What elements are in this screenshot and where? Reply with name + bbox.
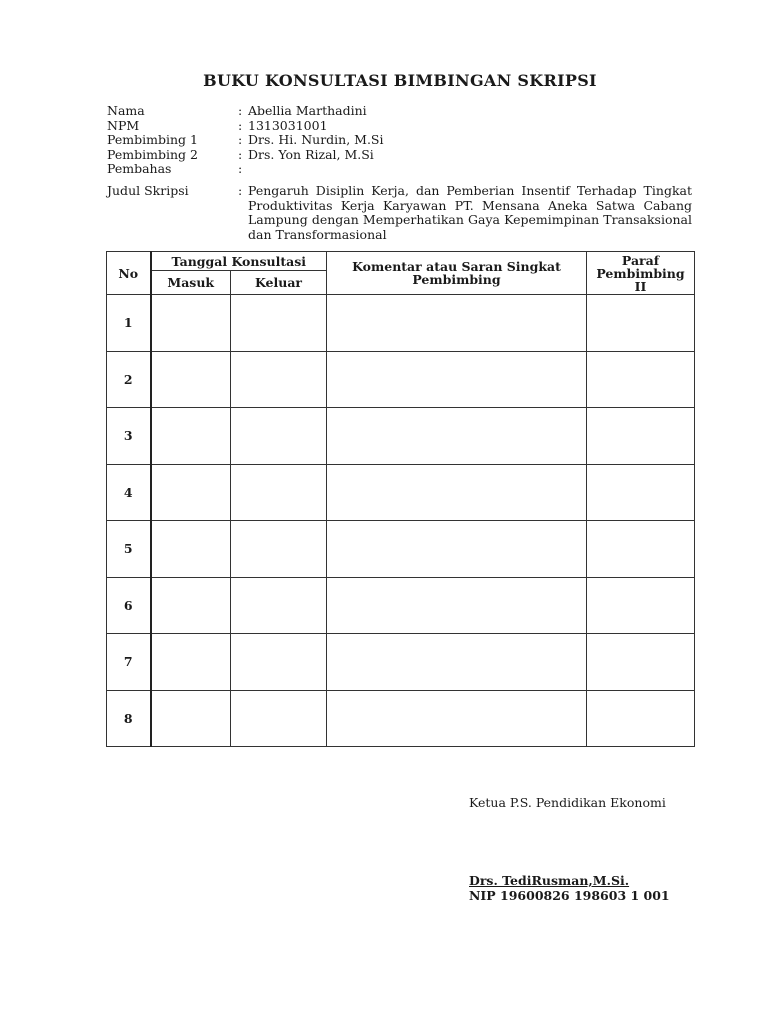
cell-komentar	[327, 464, 587, 521]
info-colon: :	[238, 146, 243, 162]
table-row	[107, 408, 695, 465]
cell-masuk	[151, 577, 231, 634]
thesis-title-line: Lampung dengan Memperhatikan Gaya Kepemimpinan Transaksional	[248, 212, 692, 227]
info-row-pembahas	[107, 162, 384, 177]
header-no: No	[107, 252, 151, 295]
cell-komentar	[327, 634, 587, 691]
cell-paraf	[587, 577, 695, 634]
row-number: 3	[107, 408, 151, 465]
info-label: Pembimbing 1	[107, 132, 198, 147]
cell-keluar	[231, 295, 327, 352]
info-value: Drs. Yon Rizal, M.Si	[248, 146, 374, 162]
cell-paraf	[587, 521, 695, 578]
cell-komentar	[327, 295, 587, 352]
info-label: Pembimbing 2	[107, 146, 198, 162]
row-number: 2	[107, 351, 151, 408]
cell-masuk	[151, 351, 231, 408]
row-number: 4	[107, 464, 151, 521]
cell-paraf	[587, 690, 695, 747]
table-row	[107, 634, 695, 691]
cell-masuk	[151, 690, 231, 747]
cell-keluar	[231, 521, 327, 578]
table-row	[107, 577, 695, 634]
header-paraf	[587, 252, 695, 295]
header-tanggal-konsultasi: Tanggal Konsultasi	[151, 252, 327, 271]
header-keluar: Keluar	[231, 271, 327, 295]
row-number: 8	[107, 690, 151, 747]
info-label: Pembahas	[107, 161, 172, 176]
cell-masuk	[151, 464, 231, 521]
cell-keluar	[231, 577, 327, 634]
info-colon: :	[238, 117, 243, 133]
signature-name: Drs. TediRusman,M.Si.	[469, 873, 630, 888]
table-row	[107, 690, 695, 747]
cell-komentar	[327, 577, 587, 634]
cell-komentar	[327, 690, 587, 747]
cell-paraf	[587, 408, 695, 465]
header-paraf-line: Pembimbing	[596, 265, 685, 281]
info-value: Abellia Marthadini	[248, 103, 367, 118]
cell-keluar	[231, 634, 327, 691]
cell-paraf	[587, 351, 695, 408]
row-number: 7	[107, 634, 151, 691]
thesis-title-line: Produktivitas Kerja Karyawan PT. Mensana Aneka Satwa Cabang	[248, 197, 692, 213]
thesis-title-label: Judul Skripsi	[107, 183, 189, 198]
thesis-title-colon: :	[238, 183, 243, 198]
table-row	[107, 351, 695, 408]
table-row	[107, 464, 695, 521]
cell-komentar	[327, 351, 587, 408]
header-komentar-line: Pembimbing	[412, 272, 501, 287]
cell-keluar	[231, 690, 327, 747]
document-title: BUKU KONSULTASI BIMBINGAN SKRIPSI	[203, 71, 597, 90]
cell-paraf	[587, 295, 695, 352]
header-komentar	[327, 252, 587, 295]
info-value: Drs. Hi. Nurdin, M.Si	[248, 132, 384, 147]
cell-keluar	[231, 464, 327, 521]
info-colon: :	[238, 132, 243, 147]
cell-masuk	[151, 295, 231, 352]
header-paraf-line: II	[634, 278, 647, 294]
cell-masuk	[151, 634, 231, 691]
signature-role: Ketua P.S. Pendidikan Ekonomi	[469, 795, 666, 810]
thesis-title-line: dan Transformasional	[248, 226, 387, 242]
cell-paraf	[587, 464, 695, 521]
thesis-title-block	[107, 184, 692, 242]
row-number: 6	[107, 577, 151, 634]
header-komentar-line: Komentar atau Saran Singkat	[352, 259, 561, 274]
table-row	[107, 295, 695, 352]
info-colon: :	[238, 161, 243, 176]
cell-keluar	[231, 351, 327, 408]
table-row	[107, 521, 695, 578]
cell-masuk	[151, 408, 231, 465]
info-row-npm	[107, 119, 384, 134]
signature-nip: NIP 19600826 198603 1 001	[469, 888, 670, 903]
info-label: Nama	[107, 103, 145, 118]
header-masuk: Masuk	[151, 271, 231, 295]
thesis-title-text	[248, 184, 692, 242]
student-info	[107, 104, 384, 177]
info-row-nama	[107, 104, 384, 119]
consultation-table	[106, 251, 695, 747]
cell-komentar	[327, 408, 587, 465]
info-row-pembimbing-1	[107, 133, 384, 148]
info-row-pembimbing-2	[107, 148, 384, 163]
info-value: 1313031001	[248, 117, 328, 133]
info-colon: :	[238, 103, 243, 118]
row-number: 1	[107, 295, 151, 352]
row-number: 5	[107, 521, 151, 578]
info-label: NPM	[107, 117, 140, 133]
cell-masuk	[151, 521, 231, 578]
cell-paraf	[587, 634, 695, 691]
header-paraf-line: Paraf	[621, 252, 660, 268]
cell-keluar	[231, 408, 327, 465]
thesis-title-line: Pengaruh Disiplin Kerja, dan Pemberian Insentif Terhadap Tingkat	[248, 183, 692, 198]
cell-komentar	[327, 521, 587, 578]
